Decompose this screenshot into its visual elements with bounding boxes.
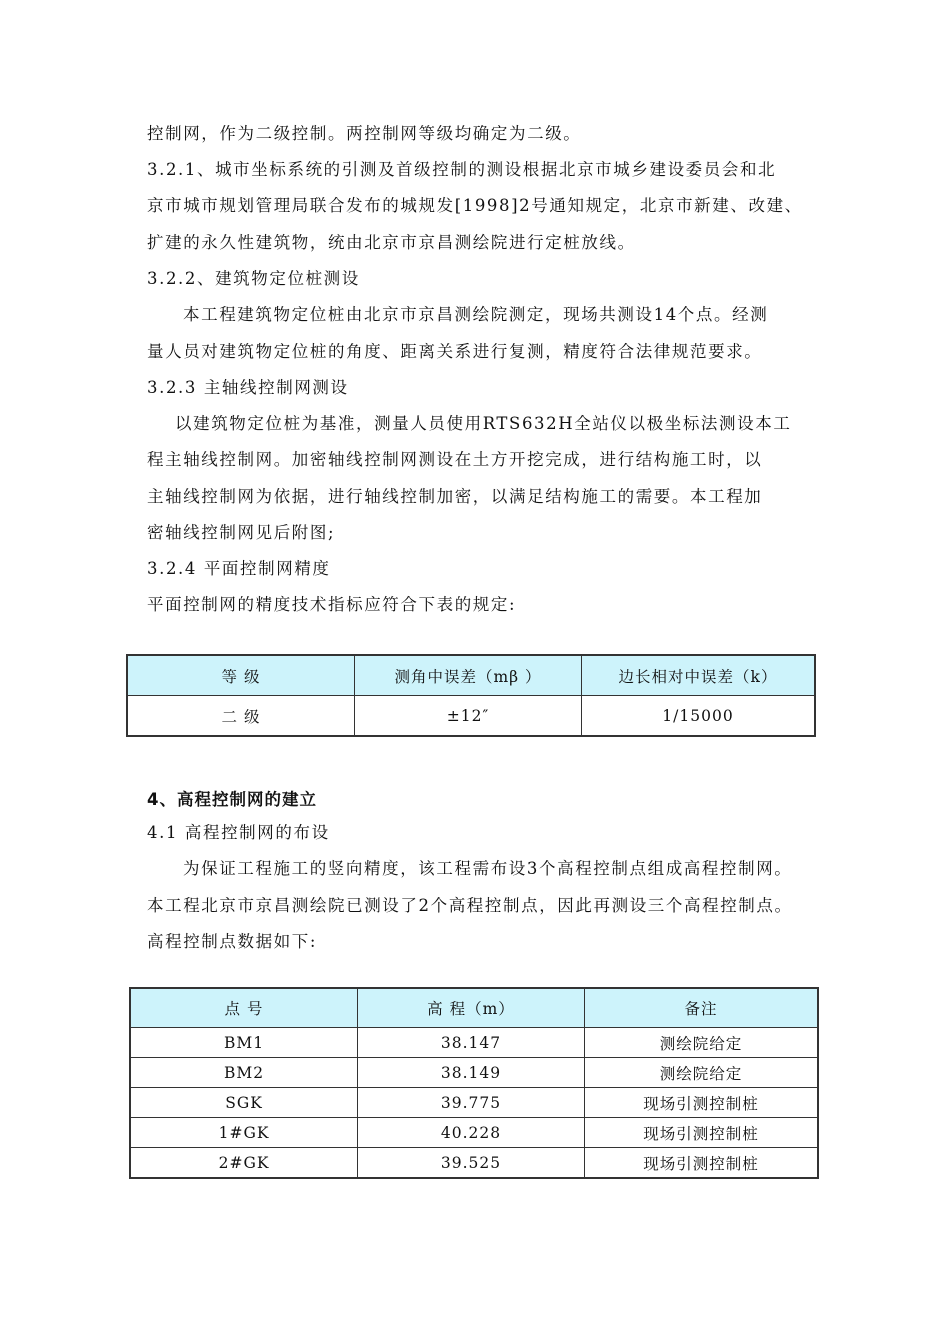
table-cell: 1#GK (130, 1118, 358, 1148)
table-header-cell: 点 号 (130, 988, 358, 1028)
clause-3-2-4-heading: 3.2.4 平面控制网精度 (147, 559, 331, 578)
table-header-cell: 边长相对中误差（k） (582, 655, 816, 696)
clause-3-2-1: 3.2.1、城市坐标系统的引测及首级控制的测设根据北京市城乡建设委员会和北 (147, 160, 777, 179)
body-text-line: 以建筑物定位桩为基准，测量人员使用RTS632H全站仪以极坐标法测设本工 (175, 414, 792, 433)
table-cell: 现场引测控制桩 (585, 1118, 819, 1148)
section-4-heading: 4、高程控制网的建立 (147, 790, 317, 809)
table-cell: 39.525 (358, 1148, 585, 1179)
table-header-cell: 高 程（m） (358, 988, 585, 1028)
body-text-line: 程主轴线控制网。加密轴线控制网测设在土方开挖完成，进行结构施工时，以 (147, 450, 763, 469)
table-cell: 38.147 (358, 1028, 585, 1058)
body-text-line: 本工程建筑物定位桩由北京市京昌测绘院测定，现场共测设14个点。经测 (183, 305, 769, 324)
table-cell: 38.149 (358, 1058, 585, 1088)
table-cell: 40.228 (358, 1118, 585, 1148)
body-text-line: 京市城市规划管理局联合发布的城规发[1998]2号通知规定，北京市新建、改建、 (147, 196, 803, 215)
body-text-line: 密轴线控制网见后附图; (147, 523, 336, 542)
table-header-row (130, 988, 818, 1028)
table-row (127, 696, 815, 737)
table-row (130, 1118, 818, 1148)
table-cell: 39.775 (358, 1088, 585, 1118)
table-cell: 2#GK (130, 1148, 358, 1179)
table-cell: 二 级 (127, 696, 355, 737)
table-cell: BM2 (130, 1058, 358, 1088)
table-row (130, 1058, 818, 1088)
body-text-line: 平面控制网的精度技术指标应符合下表的规定: (147, 595, 517, 614)
table-cell: 1/15000 (582, 696, 816, 737)
table-cell: 测绘院给定 (585, 1028, 819, 1058)
table-header-cell: 备注 (585, 988, 819, 1028)
body-text-line: 量人员对建筑物定位桩的角度、距离关系进行复测，精度符合法律规范要求。 (147, 342, 763, 361)
table-header-row (127, 655, 815, 696)
body-text-line: 本工程北京市京昌测绘院已测设了2个高程控制点，因此再测设三个高程控制点。 (147, 896, 793, 915)
clause-3-2-3-heading: 3.2.3 主轴线控制网测设 (147, 378, 349, 397)
elevation-control-points-table (129, 987, 819, 1179)
subsection-4-1-heading: 4.1 高程控制网的布设 (147, 823, 330, 842)
table-header-cell: 等 级 (127, 655, 355, 696)
clause-3-2-2-heading: 3.2.2、建筑物定位桩测设 (147, 269, 360, 288)
table-row (130, 1148, 818, 1179)
table-cell: BM1 (130, 1028, 358, 1058)
body-text-line: 主轴线控制网为依据，进行轴线控制加密，以满足结构施工的需要。本工程加 (147, 487, 763, 506)
body-text-line: 高程控制点数据如下: (147, 932, 318, 951)
table-row (130, 1028, 818, 1058)
table-cell: SGK (130, 1088, 358, 1118)
table-cell: 现场引测控制桩 (585, 1088, 819, 1118)
body-text-line: 为保证工程施工的竖向精度，该工程需布设3个高程控制点组成高程控制网。 (183, 859, 793, 878)
table-cell: ±12″ (355, 696, 582, 737)
plane-control-accuracy-table (126, 654, 816, 737)
table-cell: 测绘院给定 (585, 1058, 819, 1088)
table-cell: 现场引测控制桩 (585, 1148, 819, 1179)
table-header-cell: 测角中误差（mβ ） (355, 655, 582, 696)
body-text-line: 控制网，作为二级控制。两控制网等级均确定为二级。 (147, 124, 582, 143)
table-row (130, 1088, 818, 1118)
body-text-line: 扩建的永久性建筑物，统由北京市京昌测绘院进行定桩放线。 (147, 233, 636, 252)
